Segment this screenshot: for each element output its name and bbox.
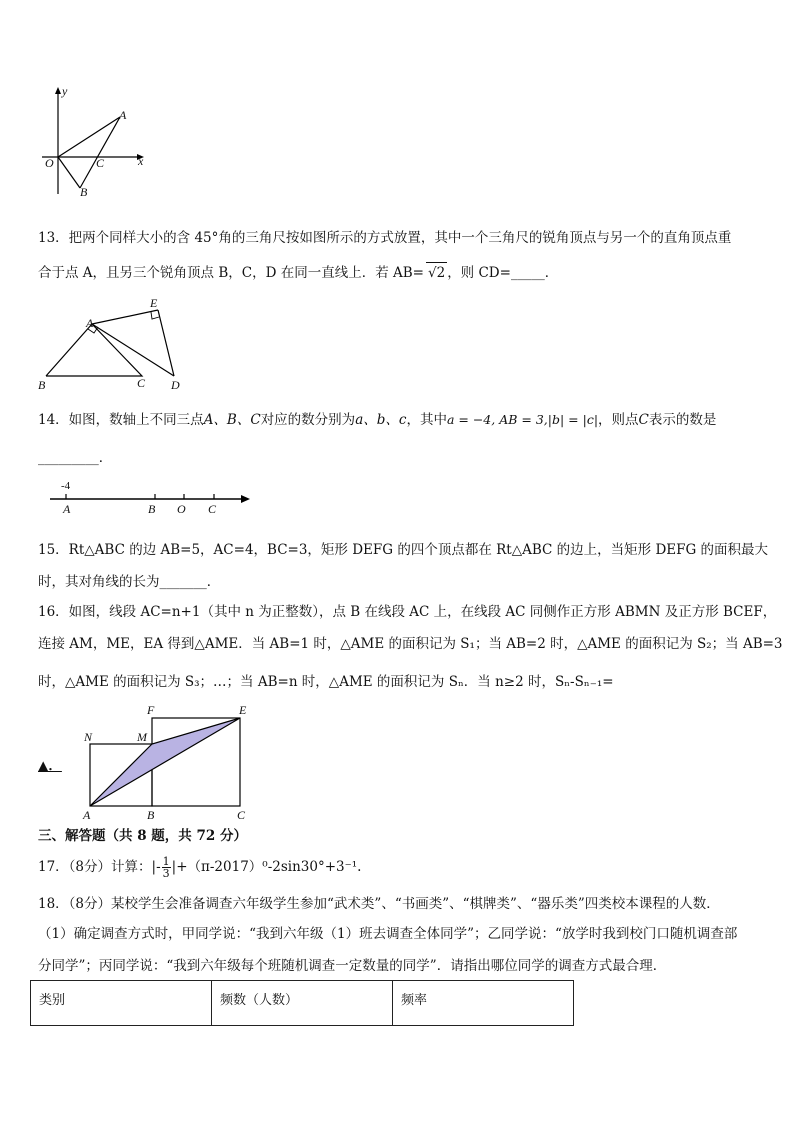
fig16-label-e: E bbox=[239, 703, 247, 717]
fig14-label-o: O bbox=[177, 502, 186, 516]
fig12-label-o: O bbox=[45, 156, 54, 170]
fig12-label-a: A bbox=[119, 108, 127, 122]
fig16-label-f: F bbox=[147, 703, 155, 717]
q14-line1 bbox=[38, 410, 768, 430]
q17-line bbox=[38, 856, 768, 879]
section-heading: 三、解答题（共 8 题，共 72 分） bbox=[38, 828, 247, 844]
q14-points: A、B、C bbox=[203, 412, 261, 428]
q15-line2: 时，其对角线的长为_______． bbox=[38, 574, 221, 590]
frequency-table bbox=[30, 980, 574, 1026]
fig13-label-c: C bbox=[137, 376, 146, 390]
fig12-label-b: B bbox=[80, 185, 88, 199]
coordinate-figure bbox=[36, 84, 156, 200]
squares-figure bbox=[84, 712, 248, 812]
q14-condition: a = −4, AB = 3,|b| = |c| bbox=[446, 412, 599, 427]
fraction bbox=[162, 856, 171, 879]
fig13-label-b: B bbox=[38, 378, 46, 392]
q16-answer-blank bbox=[38, 754, 62, 774]
q14-line2: _________． bbox=[38, 450, 113, 466]
fig14-label-b: B bbox=[148, 502, 156, 516]
fig12-label-c: C bbox=[96, 156, 105, 170]
fraction-denominator: 3 bbox=[162, 867, 170, 880]
fig16-label-n: N bbox=[84, 730, 93, 744]
fig16-label-b: B bbox=[147, 808, 155, 822]
fig14-label-neg4: -4 bbox=[61, 480, 71, 492]
sqrt-symbol: √2 bbox=[426, 262, 447, 283]
q14-text-b: 对应的数分别为 bbox=[260, 412, 356, 428]
fig13-label-e: E bbox=[150, 296, 158, 310]
q17-text-b: |+（π-2017）⁰-2sin30°+3⁻¹. bbox=[171, 859, 362, 875]
fig14-label-a: A bbox=[63, 502, 71, 516]
q14-text-c: ，其中 bbox=[406, 412, 447, 428]
fig16-label-c: C bbox=[237, 808, 246, 822]
q14-point-c: C bbox=[638, 412, 649, 428]
q18-line1: 18．（8分）某校学生会准备调查六年级学生参加“武术类”、“书画类”、“棋牌类”、“器乐类”四类校本课程的人数． bbox=[38, 896, 720, 912]
fig13-label-d: D bbox=[171, 378, 180, 392]
q13-line1: 13．把两个同样大小的含 45°角的三角尺按如图所示的方式放置，其中一个三角尺的锐角顶点与另一个的直角顶点重 bbox=[38, 230, 732, 246]
fig16-label-a: A bbox=[83, 808, 91, 822]
q14-vars: a、b、c bbox=[355, 412, 407, 428]
fig12-label-y: y bbox=[62, 84, 68, 98]
q16-answer-text: ▲． bbox=[38, 758, 62, 774]
q14-text-e: 表示的数是 bbox=[648, 412, 717, 428]
q18-line2: （1）确定调查方式时，甲同学说：“我到六年级（1）班去调查全体同学”；乙同学说：“放学时我到校门口随机调查部 bbox=[38, 926, 738, 942]
triangles-figure bbox=[36, 296, 186, 392]
q13-line2 bbox=[38, 262, 768, 283]
q13-sqrt-value: 2 bbox=[436, 265, 446, 281]
q16-line3: 时，△AME 的面积记为 S₃；…；当 AB=n 时，△AME 的面积记为 Sₙ．当 n≥2 时，Sₙ-Sₙ₋₁= bbox=[38, 674, 614, 690]
table-header-category: 类别 bbox=[31, 981, 212, 1026]
fraction-numerator: 1 bbox=[162, 855, 170, 868]
q14-text-a: 14．如图，数轴上不同三点 bbox=[38, 412, 204, 428]
table-header-count: 频数（人数） bbox=[212, 981, 393, 1026]
fig13-label-a: A bbox=[86, 316, 94, 330]
table-header-row bbox=[31, 981, 574, 1026]
fig14-label-c: C bbox=[208, 502, 217, 516]
q14-text-d: ，则点 bbox=[598, 412, 639, 428]
fig12-label-x: x bbox=[138, 154, 144, 168]
q16-line1: 16．如图，线段 AC=n+1（其中 n 为正整数），点 B 在线段 AC 上，在线段 AC 同侧作正方形 ABMN 及正方形 BCEF， bbox=[38, 604, 777, 620]
q15-line1: 15．Rt△ABC 的边 AB=5，AC=4，BC=3，矩形 DEFG 的四个顶点都在 Rt△ABC 的边上，当矩形 DEFG 的面积最大 bbox=[38, 542, 769, 558]
q16-line2: 连接 AM，ME，EA 得到△AME．当 AB=1 时，△AME 的面积记为 S₁；当 AB=2 时，△AME 的面积记为 S₂；当 AB=3 bbox=[38, 636, 783, 652]
q17-text-a: 17．（8分）计算：|- bbox=[38, 859, 161, 875]
fig16-label-m: M bbox=[137, 730, 147, 744]
q13-line2-text: 合于点 A，且另三个锐角顶点 B，C，D 在同一直线上．若 AB= bbox=[38, 265, 424, 281]
q18-line3: 分同学”；丙同学说：“我到六年级每个班随机调查一定数量的同学”．请指出哪位同学的调查方式最合理． bbox=[38, 958, 667, 974]
q13-line2-end: ，则 CD=_____． bbox=[447, 265, 559, 281]
table-header-frequency: 频率 bbox=[393, 981, 574, 1026]
